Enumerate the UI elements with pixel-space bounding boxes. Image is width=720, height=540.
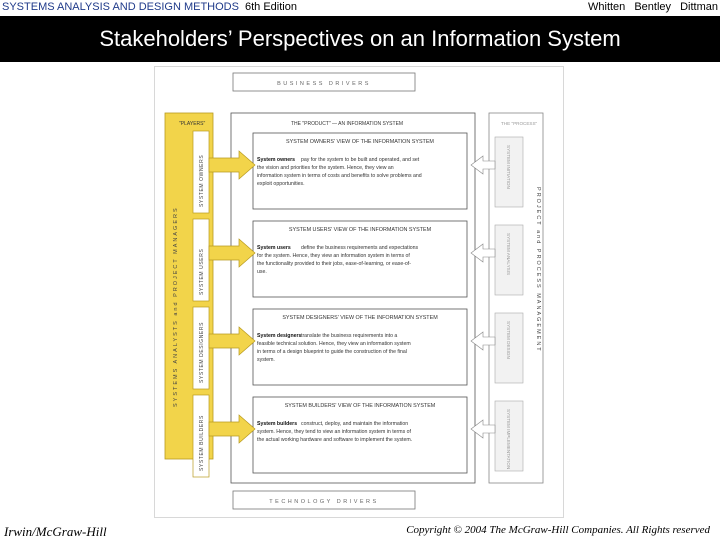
- left-rail-label: SYSTEMS ANALYSTS and PROJECT MANAGERS: [173, 206, 179, 407]
- stakeholder-diagram: [154, 66, 564, 518]
- view-title: SYSTEM BUILDERS' VIEW OF THE INFORMATION SYSTEM: [284, 403, 436, 409]
- view-description-line: the vision and priorities for the system. Hence, they view an: [257, 165, 394, 171]
- view-title: SYSTEM OWNERS' VIEW OF THE INFORMATION SYSTEM: [286, 139, 434, 145]
- view-description-line: for the system. Hence, they view an information system in terms of: [257, 253, 410, 259]
- role-label: SYSTEM OWNERS: [199, 154, 205, 207]
- view-title: SYSTEM USERS' VIEW OF THE INFORMATION SYSTEM: [288, 227, 432, 233]
- copyright: Copyright © 2004 The McGraw-Hill Companies. All Rights reserved: [406, 524, 710, 536]
- slide-title: Stakeholders’ Perspectives on an Information System: [99, 26, 621, 51]
- view-description-line: define the business requirements and expectations: [301, 245, 419, 251]
- role-label: SYSTEM BUILDERS: [199, 415, 205, 471]
- view-description-line: pay for the system to be built and operated, and set: [301, 157, 420, 163]
- course-title: [2, 0, 297, 14]
- authors: Whitten Bentley Dittman: [588, 1, 718, 13]
- process-step-label: SYSTEM DESIGN: [506, 321, 511, 359]
- process-step-label: SYSTEM ANALYSIS: [506, 233, 511, 276]
- product-label: THE "PRODUCT" — AN INFORMATION SYSTEM: [291, 121, 404, 127]
- view-description-line: translate the business requirements into a: [301, 333, 398, 339]
- view-description-line: the actual working hardware and software to implement the system.: [257, 437, 413, 443]
- view-description-line: exploit opportunities.: [257, 181, 305, 187]
- course-name: SYSTEMS ANALYSIS AND DESIGN METHODS: [2, 1, 239, 13]
- players-label: "PLAYERS": [179, 121, 206, 127]
- role-label: SYSTEM USERS: [199, 248, 205, 295]
- view-description-line: use.: [257, 269, 267, 275]
- process-label: THE "PROCESS": [501, 121, 538, 126]
- right-rail-label: PROJECT and PROCESS MANAGEMENT: [535, 187, 541, 353]
- view-description-line: construct, deploy, and maintain the information: [301, 421, 409, 427]
- slide-header: [0, 0, 720, 14]
- view-description-line: information system in terms of costs and benefits to solve problems and: [257, 173, 422, 179]
- view-lead: System builders: [257, 421, 298, 427]
- technology-drivers-label: TECHNOLOGY DRIVERS: [269, 499, 379, 505]
- view-lead: System users: [257, 245, 291, 251]
- view-description-line: in terms of a design blueprint to guide the construction of the final: [257, 349, 407, 355]
- business-drivers-label: BUSINESS DRIVERS: [277, 81, 371, 87]
- process-step-label: SYSTEM INITIATION: [506, 145, 511, 189]
- publisher: Irwin/McGraw-Hill: [4, 524, 107, 539]
- view-title: SYSTEM DESIGNERS' VIEW OF THE INFORMATION SYSTEM: [282, 315, 438, 321]
- view-description-line: system. Hence, they tend to view an information system in terms of: [257, 429, 411, 435]
- role-label: SYSTEM DESIGNERS: [199, 322, 205, 383]
- stakeholder-diagram-svg: [155, 67, 563, 517]
- process-step-label: SYSTEM IMPLEMENTATION: [506, 409, 511, 470]
- title-bar: [0, 16, 720, 62]
- view-lead: System owners: [257, 157, 296, 163]
- edition-label: 6th Edition: [244, 1, 297, 13]
- view-description-line: feasible technical solution. Hence, they view an information system: [257, 341, 411, 347]
- view-description-line: system.: [257, 357, 275, 363]
- view-description-line: the functionality provided to their jobs, ease-of-learning, or ease-of-: [257, 261, 411, 267]
- view-lead: System designers: [257, 333, 302, 339]
